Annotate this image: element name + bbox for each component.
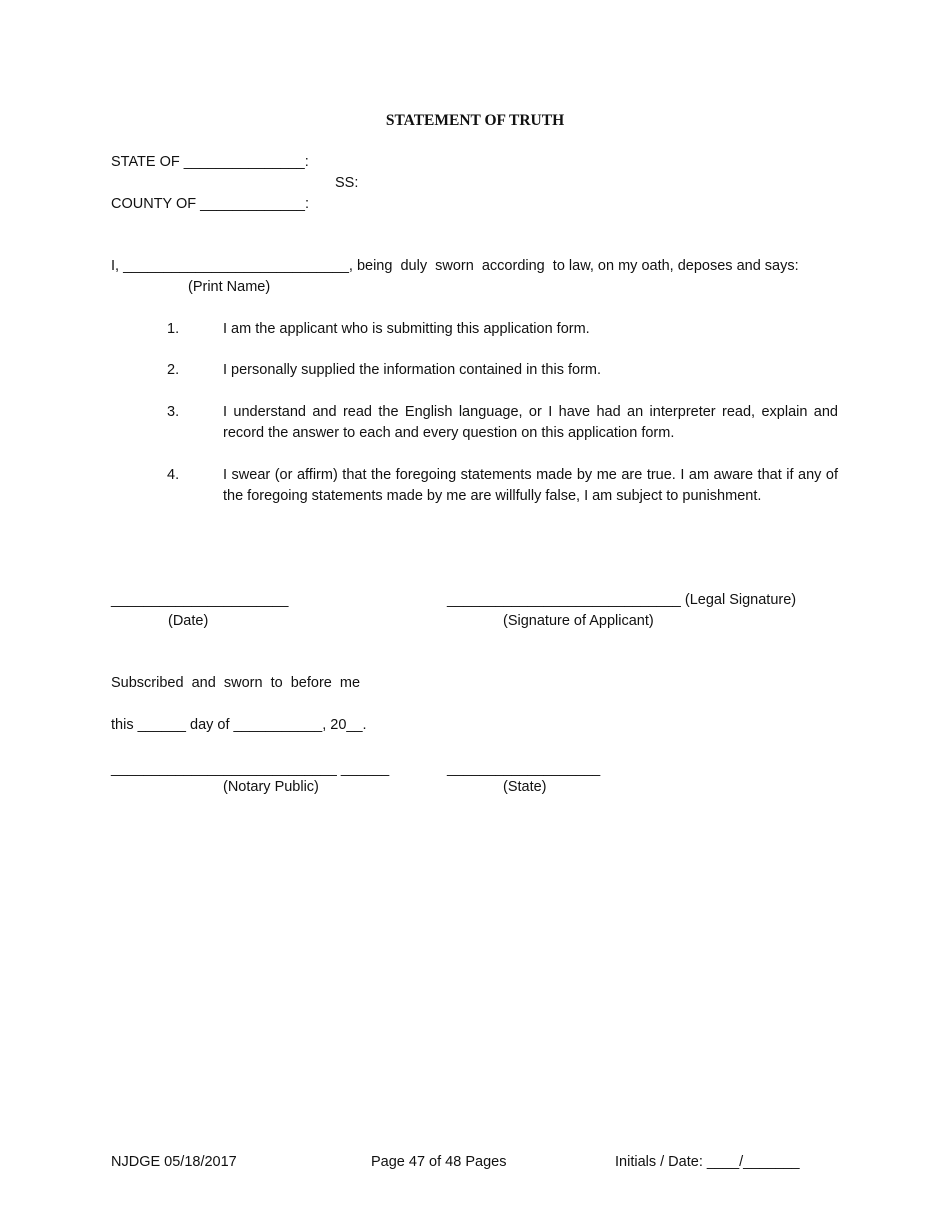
notary-label: (Notary Public) — [223, 779, 319, 795]
item-number: 2. — [167, 362, 180, 378]
item-text: I am the applicant who is submitting this application form. — [223, 321, 590, 337]
date-of-line: this ______ day of ___________, 20__. — [111, 717, 367, 733]
county-of-line: COUNTY OF _____________: — [111, 196, 310, 212]
signature-label: (Signature of Applicant) — [503, 613, 654, 629]
item-number: 1. — [167, 321, 180, 337]
item-text: I understand and read the English language, or I have had an interpreter read, explain and record the answer to each and every question on this application form. — [223, 404, 838, 441]
ss-label: SS: — [335, 175, 359, 191]
signature-line: _____________________________ (Legal Signature) — [447, 592, 797, 608]
notary-line: ____________________________ ______ — [111, 761, 390, 777]
print-name-label: (Print Name) — [188, 279, 271, 295]
page-title: STATEMENT OF TRUTH — [385, 112, 565, 129]
subscribed-text: Subscribed and sworn to before me — [111, 675, 361, 691]
date-line: ______________________ — [111, 592, 289, 608]
item-number: 3. — [167, 404, 180, 420]
state-of-line: STATE OF _______________: — [111, 154, 309, 170]
footer-form-id: NJDGE 05/18/2017 — [111, 1154, 237, 1170]
footer-page-number: Page 47 of 48 Pages — [371, 1154, 507, 1170]
date-label: (Date) — [168, 613, 209, 629]
item-number: 4. — [167, 467, 180, 483]
item-text: I personally supplied the information contained in this form. — [223, 362, 602, 378]
state-label: (State) — [503, 779, 547, 795]
item-text: I swear (or affirm) that the foregoing statements made by me are true. I am aware that if any of the foregoing statements made by me are willfully false, I am subject to punishment. — [223, 467, 838, 504]
footer-initials: Initials / Date: ____/_______ — [615, 1154, 800, 1170]
state-line: ___________________ — [447, 761, 601, 777]
oath-line: I, ____________________________, being duly sworn according to law, on my oath, deposes and says: — [111, 258, 799, 274]
